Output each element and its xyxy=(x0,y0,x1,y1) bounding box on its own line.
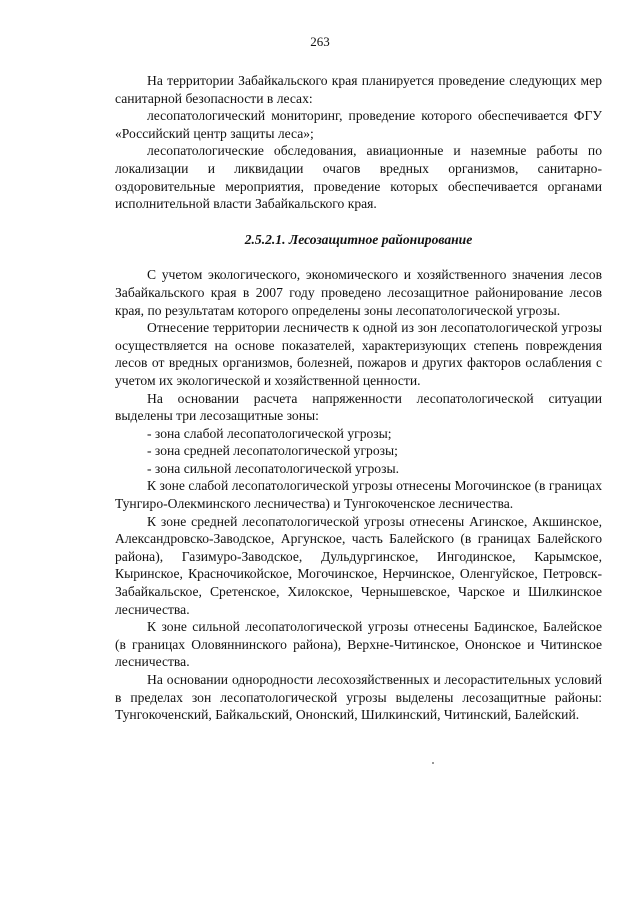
section-heading: 2.5.2.1. Лесозащитное районирование xyxy=(244,231,473,247)
body-paragraph-districts: На основании однородности лесохозяйственных и лесорастительных условий в пределах зон лесопатологической угрозы выделены лесозащитные районы: Тунгокоченский, Байкальский, Ононский, Шилкинский, Читинский, Балейский. xyxy=(115,672,602,723)
body-paragraph-strong-zone: К зоне сильной лесопатологической угрозы отнесены Бадинское, Балейское (в границах Оловяннинского района), Верхне-Читинское, Ононское и Читинское лесничества. xyxy=(115,619,602,670)
body-paragraph-2: Отнесение территории лесничеств к одной из зон лесопатологической угрозы осуществляется на основе показателей, характеризующих степень повреждения лесов от вредных организмов, болезней, пожаров и других факторов ослабления с учетом их экологической и хозяйственной ценности. xyxy=(115,320,602,388)
zone-list-item-strong: - зона сильной лесопатологической угрозы. xyxy=(147,460,400,476)
zone-list-item-weak: - зона слабой лесопатологической угрозы; xyxy=(147,425,392,441)
zone-list-item-medium: - зона средней лесопатологической угрозы; xyxy=(147,443,398,459)
page-content xyxy=(115,72,602,724)
body-paragraph-1: С учетом экологического, экономического и хозяйственного значения лесов Забайкальского края в 2007 году проведено лесозащитное районирование лесов края, по результатам которого определены зоны лесопатологической угрозы. xyxy=(115,267,602,318)
intro-paragraph-3: лесопатологические обследования, авиационные и наземные работы по локализации и ликвидации очагов вредных организмов, санитарно-оздоровительные мероприятия, проведение которых обеспечивается органами исполнительной власти Забайкальского края. xyxy=(115,143,602,212)
body-paragraph-weak-zone: К зоне слабой лесопатологической угрозы отнесены Могочинское (в границах Тунгиро-Олекминского лесничества) и Тунгокоченское лесничества. xyxy=(115,478,602,512)
intro-paragraph-2: лесопатологический мониторинг, проведение которого обеспечивается ФГУ «Российский центр защиты леса»; xyxy=(115,108,602,141)
intro-paragraph-1: На территории Забайкальского края планируется проведение следующих мер санитарной безопасности в лесах: xyxy=(115,73,602,106)
body-paragraph-medium-zone: К зоне средней лесопатологической угрозы отнесены Агинское, Акшинское, Александровско-Заводское, Аргунское, часть Балейского (в границах Балейского района), Газимуро-Заводское, Дульдургинское, Ингодинское, Карымское, Кыринское, Красночикойское, Могочинское, Нерчинское, Оленгуйское, Петровск-Забайкальское, Сретенское, Хилокское, Чернышевское, Чарское и Шилкинское лесничества. xyxy=(115,513,602,617)
body-paragraph-3: На основании расчета напряженности лесопатологической ситуации выделены три лесозащитные зоны: xyxy=(115,390,602,424)
page-number: 263 xyxy=(310,34,330,49)
scan-speck xyxy=(432,762,434,764)
